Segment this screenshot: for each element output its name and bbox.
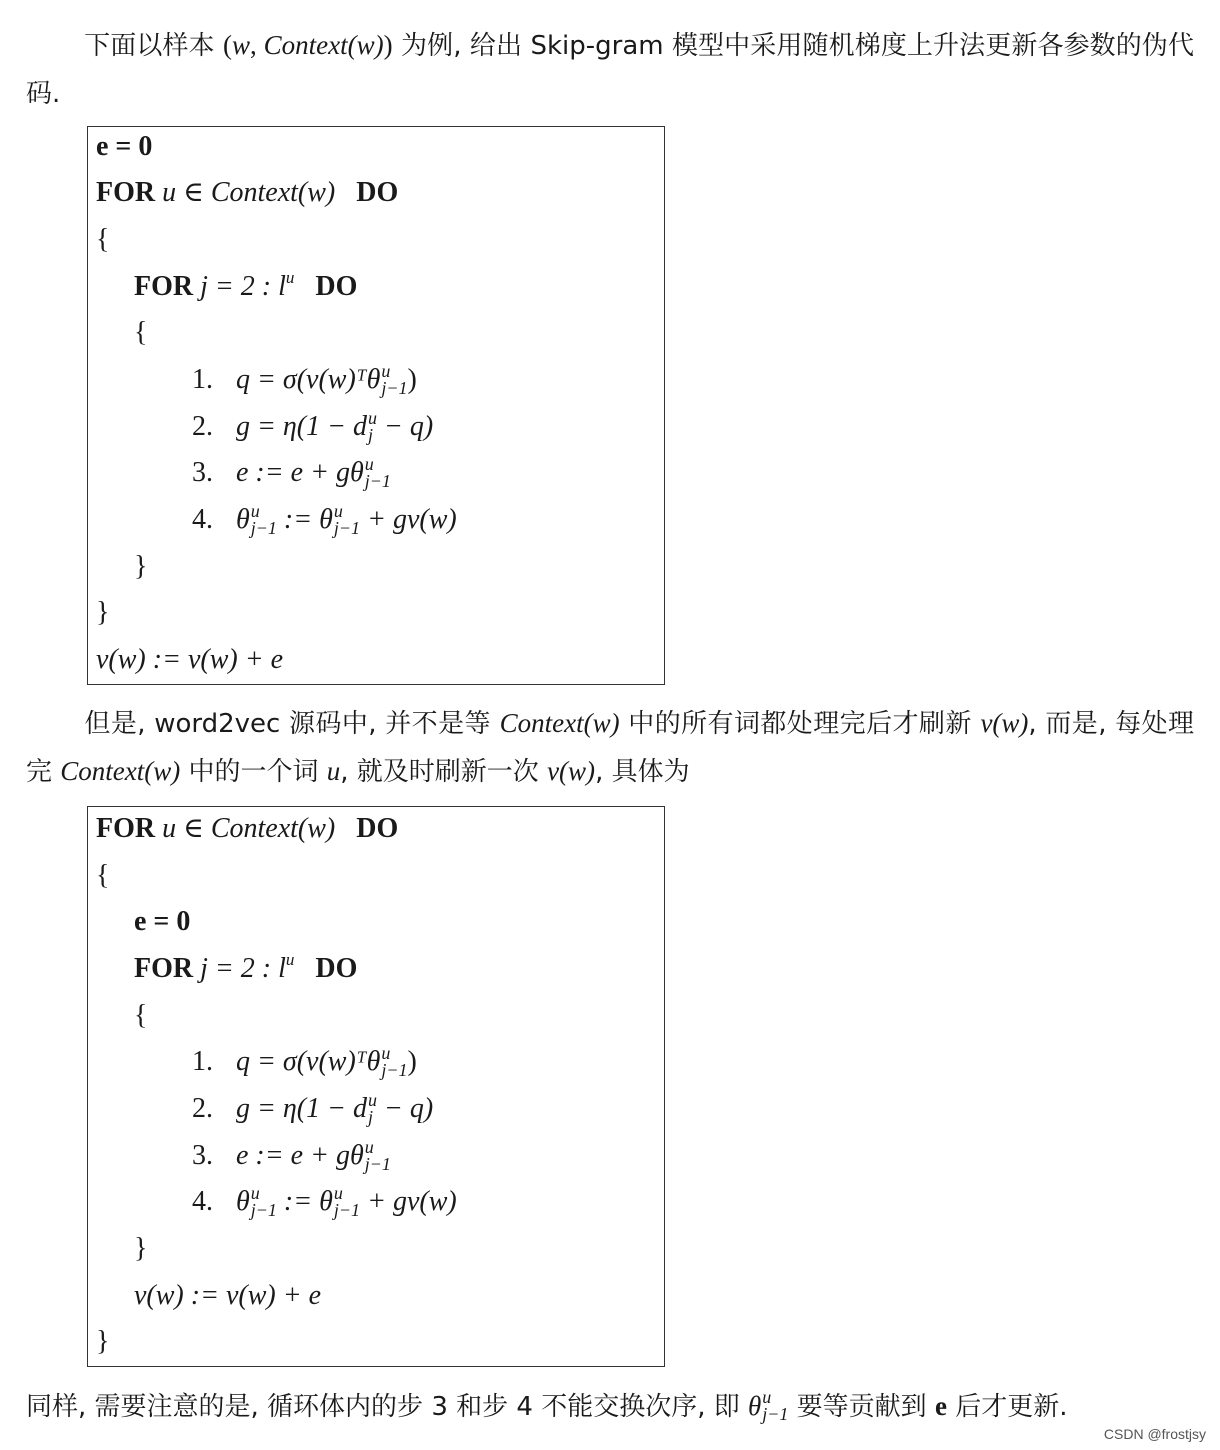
box1-brace-close-inner: } [134,551,148,582]
intro-text-2: 为例, 给出 Skip-gram 模型中采用随机梯度上升法更新各参数的伪代码. [26,31,1195,109]
box1-brace-open-inner: { [134,317,148,348]
do-keyword: DO [356,813,399,844]
box1-step-4: 4. θ u j−1 := θ u j−1 + gv(w) [192,500,457,538]
for-u-expression: u ∈ Context(w) [162,813,336,844]
for-j-sup: u [285,267,295,287]
intro-paren-open: ( [223,30,233,60]
middle-text-2: 中的所有词都处理完后才刷新 [619,709,981,739]
box1-for-j [134,267,357,307]
intro-w: w [232,30,251,60]
middle-vw-2: v(w) [547,756,596,786]
pseudocode-box-2 [87,806,665,1367]
middle-text-5: , 就及时刷新一次 [340,757,548,787]
box1-step-1: 1. q = σ(v(w)ᵀθ u j−1 ) [192,360,417,398]
middle-paragraph [26,700,1194,796]
box2-brace-close-inner: } [134,1233,148,1264]
footer-text-1: 同样, 需要注意的是, 循环体内的步 3 和步 4 不能交换次序, 即 [26,1392,748,1422]
for-keyword: FOR [134,271,194,302]
box2-update: v(w) := v(w) + e [134,1280,322,1311]
middle-context: Context(w) [499,708,620,738]
intro-paren-close: ) [383,30,393,60]
middle-context-2: Context(w) [60,756,181,786]
middle-text-3: , 而是, 每处理完 [26,709,1195,787]
middle-u: u [326,756,341,786]
box1-e-init: e = 0 [96,131,153,162]
pseudocode-box-1 [87,126,665,685]
do-keyword: DO [315,271,358,302]
middle-vw: v(w) [980,708,1029,738]
middle-text-6: , 具体为 [595,757,690,787]
do-keyword: DO [315,953,358,984]
do-keyword: DO [356,177,399,208]
for-keyword: FOR [96,177,156,208]
box1-step-3: 3. e := e + gθ u j−1 [192,453,391,491]
footer-text-3: 后才更新. [946,1392,1068,1422]
for-u-expression: u ∈ Context(w) [162,177,336,208]
box2-for-u [96,809,398,849]
for-j-expression: j = 2 : l [200,953,286,984]
box2-step-1: 1. q = σ(v(w)ᵀθ u j−1 ) [192,1042,417,1080]
box2-step-4: 4. θ u j−1 := θ u j−1 + gv(w) [192,1182,457,1220]
middle-text-4: 中的一个词 [180,757,327,787]
watermark: CSDN @frostjsy [1103,1426,1206,1442]
box2-step-2: 2. g = η(1 − d u j − q) [192,1089,434,1127]
box1-brace-close: } [96,597,110,628]
box1-step-2: 2. g = η(1 − d u j − q) [192,407,434,445]
for-keyword: FOR [96,813,156,844]
box2-brace-open-inner: { [134,1000,148,1031]
box2-for-j [134,949,357,989]
for-j-expression: j = 2 : l [200,271,286,302]
intro-context-arg: (w) [347,30,384,60]
box2-e-init: e = 0 [134,906,191,937]
box1-for-u [96,173,398,213]
intro-context: Context [263,30,348,60]
middle-text-1: 但是, word2vec 源码中, 并不是等 [84,709,500,739]
box2-step-3: 3. e := e + gθ u j−1 [192,1136,391,1174]
footer-e: e [934,1391,947,1421]
box1-update: v(w) := v(w) + e [96,644,284,675]
footer-text-2: 要等贡献到 [788,1392,935,1422]
box2-brace-open: { [96,860,110,891]
footer-theta: θ [748,1391,762,1421]
for-j-sup: u [285,949,295,969]
footer-paragraph: 同样, 需要注意的是, 循环体内的步 3 和步 4 不能交换次序, 即 θ u j−1 要等贡献到 e 后才更新. [26,1386,1068,1424]
intro-text-1: 下面以样本 [84,31,224,61]
intro-paragraph [26,22,1194,118]
box1-brace-open: { [96,224,110,255]
for-keyword: FOR [134,953,194,984]
box2-brace-close: } [96,1326,110,1357]
intro-comma: , [250,30,264,60]
